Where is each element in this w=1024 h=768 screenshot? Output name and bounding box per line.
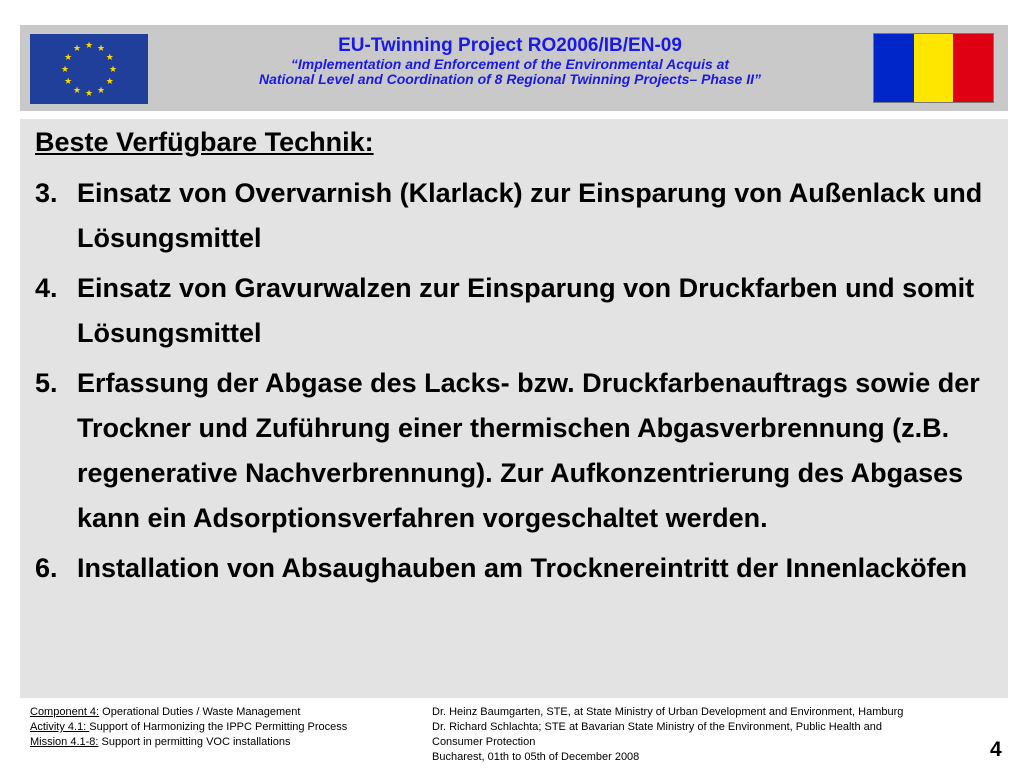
footer-text: Operational Duties / Waste Management <box>99 706 301 718</box>
project-subtitle-line2: National Level and Coordination of 8 Regional Twinning Projects– Phase II” <box>259 71 761 87</box>
romania-flag-icon <box>873 33 994 103</box>
footer-text: Support of Harmonizing the IPPC Permitting Process <box>89 721 348 733</box>
page-number: 4 <box>990 738 1002 761</box>
footer-author-line: Dr. Richard Schlachta; STE at Bavarian State Ministry of the Environment, Public Health and <box>432 721 882 733</box>
eu-stars <box>30 34 148 104</box>
ro-flag-red-stripe <box>953 34 993 102</box>
section-heading: Beste Verfügbare Technik: <box>35 127 374 157</box>
item-number: 3. <box>35 178 58 208</box>
slide-header <box>20 25 1008 111</box>
list-item <box>35 546 1000 591</box>
footer-label: Component 4: <box>30 706 100 718</box>
star-icon: ★ <box>72 84 82 95</box>
item-number: 4. <box>35 273 58 303</box>
star-icon: ★ <box>60 64 70 74</box>
footer-label: Mission 4.1-8: <box>30 736 99 748</box>
eu-flag-icon <box>30 34 148 104</box>
item-text: Einsatz von Overvarnish (Klarlack) zur Einsparung von Außenlack und Lösungsmittel <box>77 178 983 253</box>
star-icon: ★ <box>64 76 73 86</box>
footer-author-line: Dr. Heinz Baumgarten, STE, at State Ministry of Urban Development and Environment, Hamburg <box>432 706 904 718</box>
slide-content <box>20 119 1008 698</box>
item-text: Erfassung der Abgase des Lacks- bzw. Druckfarbenauftrags sowie der Trockner und Zuführung einer thermischen Abgasverbrennung (z.B. regenerative Nachverbrennung). Zur Aufkonzentrierung des Abgases kann ein Adsorptionsverfahren vorgeschaltet werden. <box>77 368 980 533</box>
footer-activity-line <box>30 720 347 735</box>
star-icon: ★ <box>105 76 114 86</box>
star-icon: ★ <box>96 84 106 95</box>
list-item <box>35 361 1000 541</box>
bullet-list <box>35 171 1000 596</box>
footer-right <box>432 705 992 765</box>
footer-left <box>30 705 347 750</box>
star-icon: ★ <box>84 88 94 98</box>
ro-flag-blue-stripe <box>874 34 914 102</box>
list-item <box>35 266 1000 356</box>
footer-author-line: Consumer Protection <box>432 736 536 748</box>
header-text <box>155 35 865 87</box>
list-item <box>35 171 1000 261</box>
item-number: 6. <box>35 553 58 583</box>
footer-label: Activity 4.1: <box>30 721 90 733</box>
star-icon: ★ <box>96 43 106 54</box>
star-icon: ★ <box>105 52 114 62</box>
footer-date-line: Bucharest, 01th to 05th of December 2008 <box>432 751 640 763</box>
star-icon: ★ <box>108 64 118 74</box>
star-icon: ★ <box>84 40 94 50</box>
item-number: 5. <box>35 368 58 398</box>
star-icon: ★ <box>72 43 82 54</box>
ro-flag-yellow-stripe <box>914 34 954 102</box>
project-title: EU-Twinning Project RO2006/IB/EN-09 <box>338 35 682 56</box>
star-icon: ★ <box>64 52 73 62</box>
item-text: Installation von Absaughauben am Trocknereintritt der Innenlacköfen <box>77 553 968 583</box>
footer-mission-line <box>30 735 347 750</box>
footer-text: Support in permitting VOC installations <box>98 736 291 748</box>
item-text: Einsatz von Gravurwalzen zur Einsparung von Druckfarben und somit Lösungsmittel <box>77 273 975 348</box>
footer-component-line <box>30 705 347 720</box>
project-subtitle-line1: “Implementation and Enforcement of the Environmental Acquis at <box>290 56 730 72</box>
